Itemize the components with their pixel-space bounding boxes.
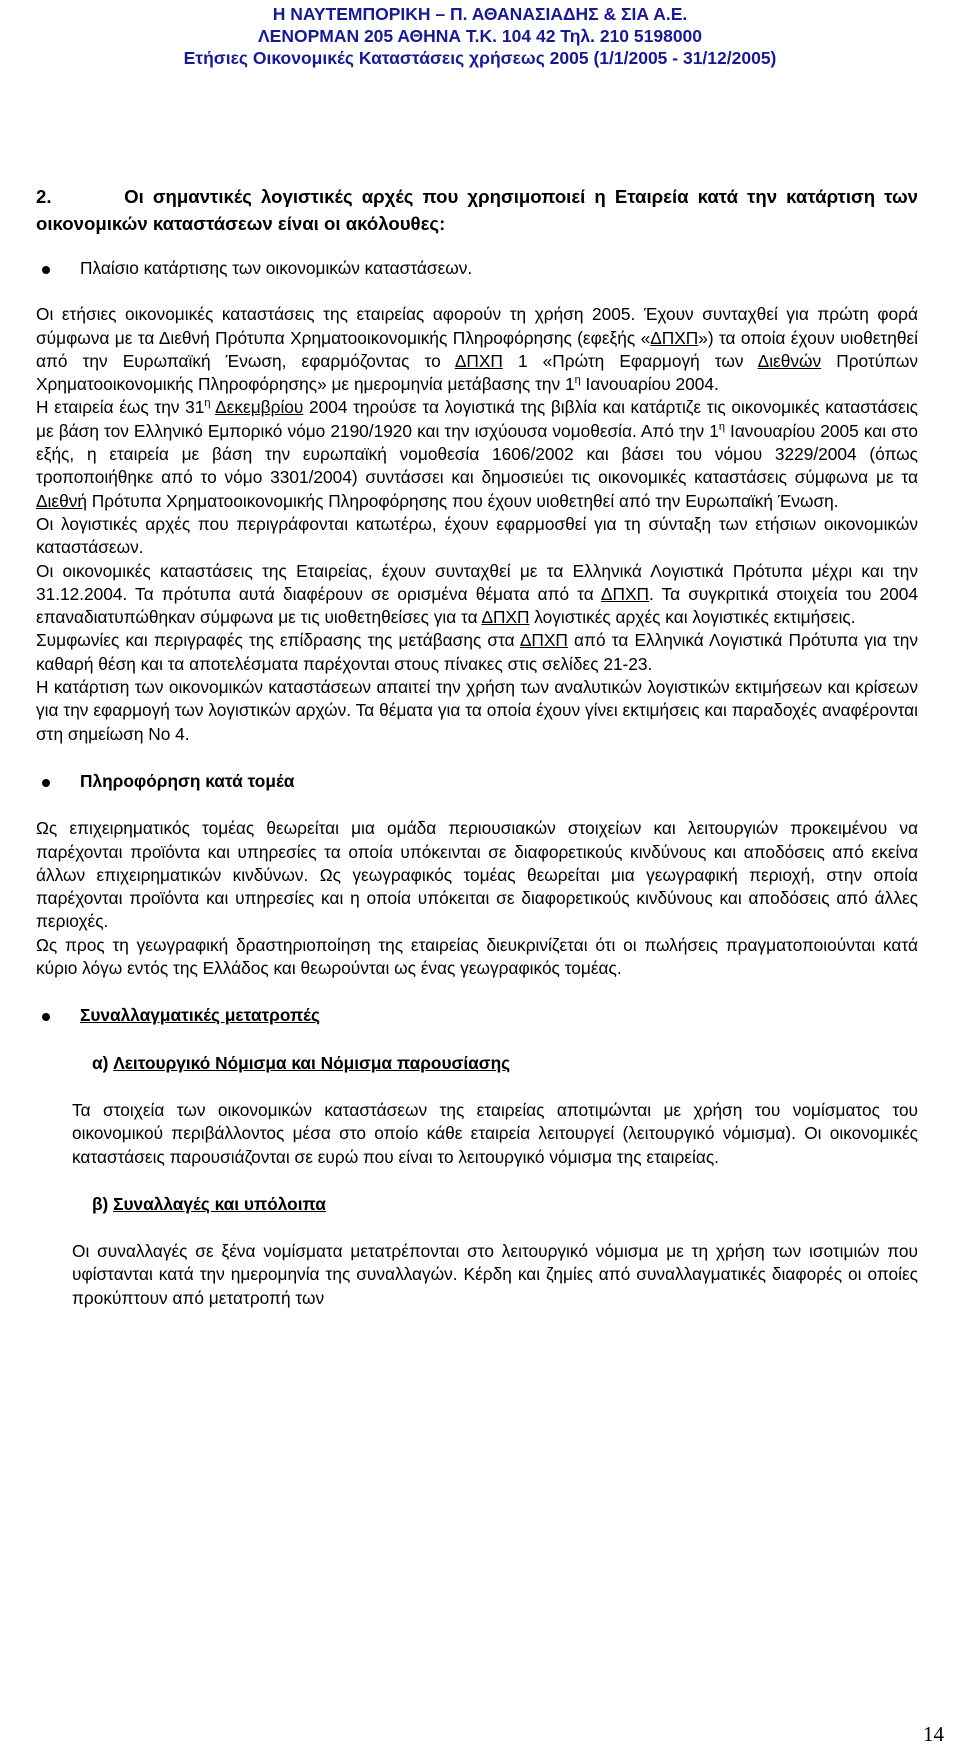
document-body — [36, 184, 918, 1310]
framework-paragraph-1: Οι ετήσιες οικονομικές καταστάσεις της εταιρείας αφορούν τη χρήση 2005. Έχουν συνταχθεί για πρώτη φορά σύμφωνα με τα Διεθνή Πρότυπα Χρηματοοικονομικής Πληροφόρησης (εφεξής «ΔΠΧΠ») τα οποία έχουν υιοθετηθεί από την Ευρωπαϊκή Ένωση, εφαρμόζοντας το ΔΠΧΠ 1 «Πρώτη Εφαρμογή των Διεθνών Προτύπων Χρηματοοικονομικής Πληροφόρησης» με ημερομηνία μετάβασης την $1^\eta$ Ιανουαρίου 2004. — [36, 304, 918, 395]
subsection-b-body — [36, 1240, 918, 1310]
document-header — [0, 3, 960, 69]
framework-paragraph-6: Η κατάρτιση των οικονομικών καταστάσεων απαιτεί την χρήση των αναλυτικών λογιστικών εκτιμήσεων και κρίσεων για την εφαρμογή των λογιστικών αρχών. Τα θέματα για τα οποία έχουν γίνει εκτιμήσεις και παραδοχές αναφέρονται στη σημείωση Νο 4. — [36, 677, 918, 744]
bullet-fx-label: Συναλλαγματικές μετατροπές — [80, 1005, 320, 1026]
subsection-a-title: α) Λειτουργικό Νόμισμα και Νόμισμα παρουσίασης — [92, 1052, 511, 1073]
bullet-segment — [36, 770, 918, 793]
framework-paragraph-4: Οι οικονομικές καταστάσεις της Εταιρείας, έχουν συνταχθεί με τα Ελληνικά Λογιστικά Πρότυπα μέχρι και την 31.12.2004. Τα πρότυπα αυτά διαφέρουν σε ορισμένα θέματα από τα ΔΠΧΠ. Τα συγκριτικά στοιχεία του 2004 επαναδιατυπώθηκαν σύμφωνα με τις υιοθετηθείσες για τα ΔΠΧΠ λογιστικές αρχές και λογιστικές εκτιμήσεις. — [36, 560, 918, 628]
bullet-fx — [36, 1004, 918, 1027]
bullet-dot-icon — [42, 266, 50, 274]
header-company-name: Η ΝΑΥΤΕΜΠΟΡΙΚΗ – Π. ΑΘΑΝΑΣΙΑΔΗΣ & ΣΙΑ Α.Ε. — [272, 4, 688, 24]
bullet-framework — [36, 257, 918, 280]
bullet-segment-label: Πληροφόρηση κατά τομέα — [80, 770, 295, 791]
framework-paragraph-2: Η εταιρεία έως την $31^\eta$ Δεκεμβρίου 2004 τηρούσε τα λογιστικά της βιβλία και κατάρτιζε τις οικονομικές καταστάσεις με βάση τον Ελληνικό Εμπορικό νόμο 2190/1920 και την ισχύουσα νομοθεσία. Από την $1^\eta$ Ιανουαρίου 2005 και στο εξής, η εταιρεία με βάση την ευρωπαϊκή νομοθεσία 1606/2002 και βάσει του νόμου 3229/2004 (όπως τροποποιήθηκε από το νόμο 3301/2004) συντάσσει και δημοσιεύει τις οικονομικές καταστάσεις σύμφωνα με τα Διεθνή Πρότυπα Χρηματοοικονομικής Πληροφόρησης που έχουν υιοθετηθεί από την Ευρωπαϊκή Ένωση. — [36, 397, 918, 511]
bullet-dot-icon — [42, 1013, 50, 1021]
segment-paragraph-2: Ως προς τη γεωγραφική δραστηριοποίηση της εταιρείας διευκρινίζεται ότι οι πωλήσεις πραγματοποιούνται κατά κύριο λόγω εντός της Ελλάδος και θεωρούνται ως ένας γεωγραφικός τομέας. — [36, 934, 918, 979]
subsection-a-body — [36, 1099, 918, 1169]
page-number: 14 — [923, 1722, 944, 1746]
subsection-b-paragraph: Οι συναλλαγές σε ξένα νομίσματα μετατρέπονται στο λειτουργικό νόμισμα με τη χρήση των ισοτιμιών που υφίστανται κατά την ημερομηνία της συναλλαγών. Κέρδη και ζημίες από συναλλαγματικές διαφορές οι οποίες προκύπτουν από μετατροπή των — [72, 1241, 918, 1308]
header-report-title: Ετήσιες Οικονομικές Καταστάσεις χρήσεως 2005 (1/1/2005 - 31/12/2005) — [183, 48, 777, 68]
bullet-dot-icon — [42, 779, 50, 787]
segment-paragraph-1: Ως επιχειρηματικός τομέας θεωρείται μια ομάδα περιουσιακών στοιχείων και λειτουργιών προκειμένου να παρέχονται προϊόντα και υπηρεσίες τα οποία υπόκεινται σε διαφορετικούς κινδύνους και αποδόσεις από εκείνα άλλων επιχειρηματικών κινδύνων. Ως γεωγραφικός τομέας θεωρείται μια γεωγραφική περιοχή, στην οποία παρέχονται προϊόντα και υπηρεσίες και η οποία υπόκειται σε διαφορετικούς κινδύνους και αποδόσεις από άλλες περιοχές. — [36, 818, 918, 932]
subsection-b-title: β) Συναλλαγές και υπόλοιπα — [92, 1193, 326, 1214]
subsection-a-paragraph: Τα στοιχεία των οικονομικών καταστάσεων της εταιρείας αποτιμώνται με χρήση του νομίσματος του οικονομικού περιβάλλοντος μέσα στο οποίο κάθε εταιρεία λειτουργεί (λειτουργικό νόμισμα). Οι οικονομικές καταστάσεις παρουσιάζονται σε ευρώ που είναι το λειτουργικό νόμισμα της εταιρείας. — [72, 1099, 918, 1167]
bullet-framework-label: Πλαίσιο κατάρτισης των οικονομικών καταστάσεων. — [80, 258, 473, 278]
framework-paragraph-3: Οι λογιστικές αρχές που περιγράφονται κατωτέρω, έχουν εφαρμοσθεί για τη σύνταξη των ετήσιων οικονομικών καταστάσεων. — [36, 513, 918, 558]
section-title: 2. Οι σημαντικές λογιστικές αρχές που χρησιμοποιεί η Εταιρεία κατά την κατάρτιση των οικονομικών καταστάσεων είναι οι ακόλουθες: — [36, 186, 918, 234]
framework-paragraph-5: Συμφωνίες και περιγραφές της επίδρασης της μετάβασης στα ΔΠΧΠ από τα Ελληνικά Λογιστικά Πρότυπα για την καθαρή θέση και τα αποτελέσματα παρέχονται στους πίνακες στις σελίδες 21-23. — [36, 630, 918, 674]
header-address: ΛΕΝΟΡΜΑΝ 205 ΑΘΗΝΑ Τ.Κ. 104 42 Τηλ. 210 5198000 — [257, 26, 703, 46]
